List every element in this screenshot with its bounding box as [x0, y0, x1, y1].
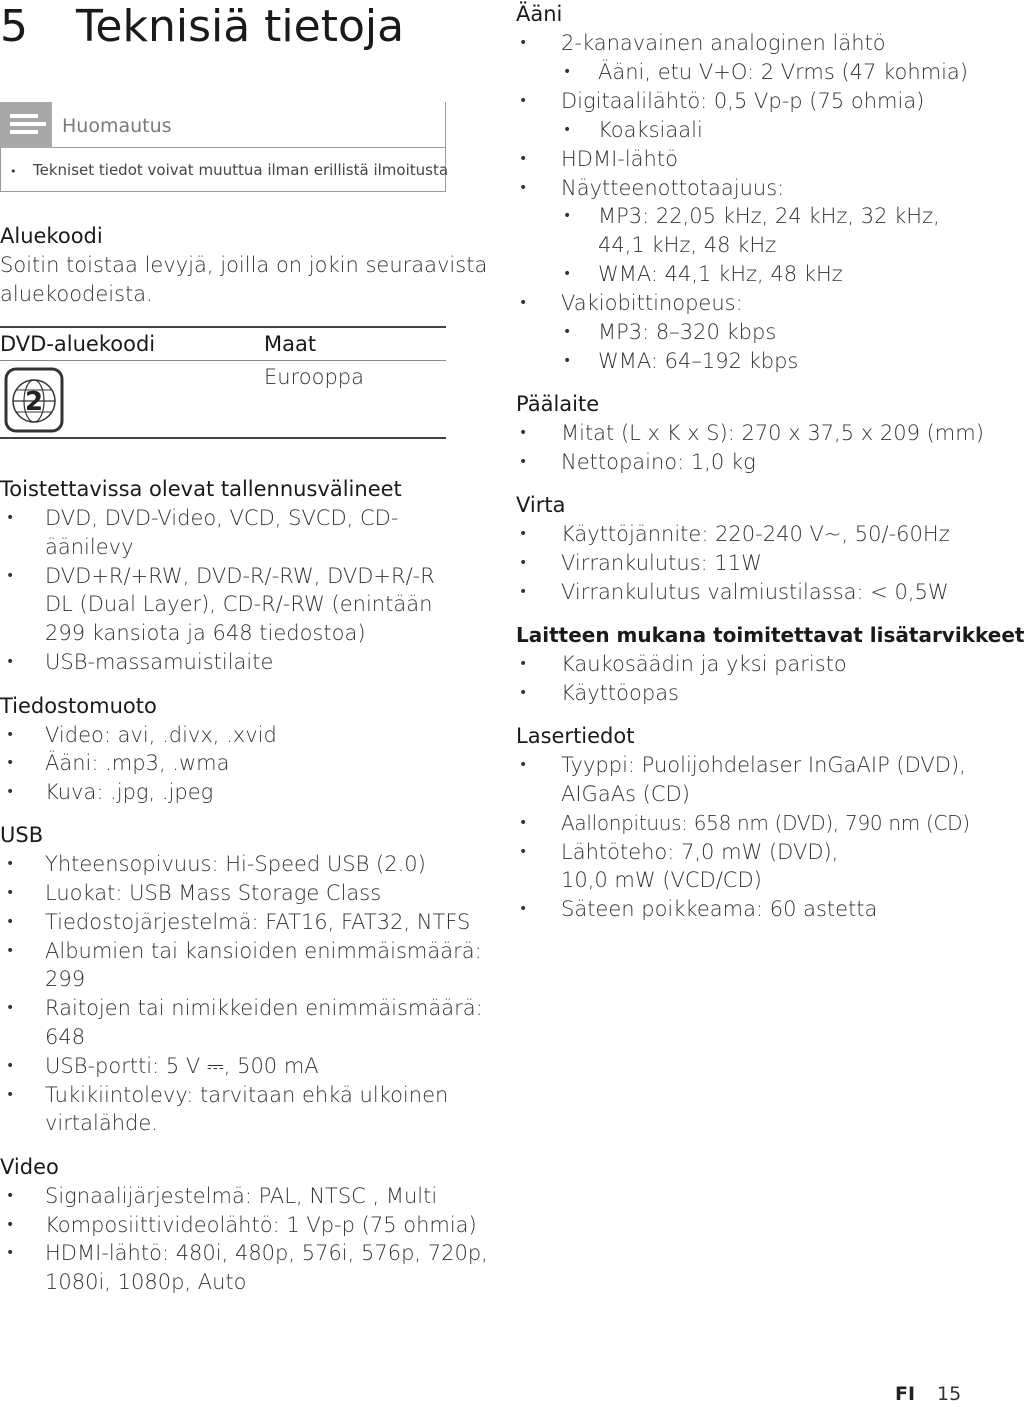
- sub-list-item: MP3: 22,05 kHz, 24 kHz, 32 kHz,: [598, 204, 940, 228]
- bullet: •: [6, 856, 15, 872]
- list-item: Tiedostojärjestelmä: FAT16, FAT32, NTFS: [45, 910, 471, 934]
- bullet: •: [6, 1087, 15, 1103]
- svg-text:2: 2: [24, 387, 44, 417]
- sub-list-item: Ääni, etu V+O: 2 Vrms (47 kohmia): [598, 60, 968, 84]
- list-item: Näytteenottotaajuus:: [561, 176, 785, 200]
- bullet: •: [6, 1245, 15, 1261]
- power-heading: Virta: [516, 493, 566, 517]
- usb-heading: USB: [0, 823, 44, 847]
- region-text: aluekoodeista.: [0, 282, 153, 306]
- bullet: •: [6, 755, 15, 771]
- list-item: Signaalijärjestelmä: PAL, NTSC , Multi: [45, 1184, 438, 1208]
- list-item-cont: DL (Dual Layer), CD-R/-RW (enintään: [45, 592, 433, 616]
- table-rule-mid: [0, 360, 446, 361]
- bullet: •: [6, 1000, 15, 1016]
- sub-list-item: WMA: 44,1 kHz, 48 kHz: [598, 262, 843, 286]
- list-item-cont: 648: [45, 1025, 86, 1049]
- list-item-cont: äänilevy: [45, 535, 134, 559]
- list-item: Mitat (L x K x S): 270 x 37,5 x 209 (mm): [561, 421, 984, 445]
- bullet: •: [519, 844, 528, 860]
- list-item: Virrankulutus: 11W: [561, 551, 762, 575]
- sub-bullet: •: [563, 266, 572, 282]
- bullet: •: [6, 1188, 15, 1204]
- bullet: •: [519, 35, 528, 51]
- bullet: •: [519, 555, 528, 571]
- sub-list-item: MP3: 8–320 kbps: [598, 320, 777, 344]
- video-heading: Video: [0, 1155, 59, 1179]
- bullet: •: [519, 93, 528, 109]
- list-item-cont: AIGaAs (CD): [561, 782, 690, 806]
- bullet: •: [519, 656, 528, 672]
- list-item: Kuva: .jpg, .jpeg: [45, 780, 214, 804]
- dvd-region-2-icon: [4, 367, 64, 433]
- list-item: Käyttöjännite: 220-240 V~, 50/-60Hz: [561, 522, 950, 546]
- footer-language: FI: [895, 1383, 916, 1405]
- list-item: HDMI-lähtö: [561, 147, 678, 171]
- chapter-title: Teknisiä tietoja: [76, 1, 405, 52]
- note-heading: Huomautus: [62, 115, 172, 137]
- note-item: Tekniset tiedot voivat muuttua ilman erillistä ilmoitusta: [33, 161, 449, 179]
- list-item: DVD+R/+RW, DVD-R/-RW, DVD+R/-R: [45, 564, 435, 588]
- footer-page-number: 15: [937, 1383, 962, 1405]
- sub-list-item: Koaksiaali: [598, 118, 703, 142]
- bullet: •: [519, 815, 528, 831]
- bullet: •: [6, 885, 15, 901]
- bullet: •: [519, 526, 528, 542]
- list-item: DVD, DVD-Video, VCD, SVCD, CD-: [45, 506, 399, 530]
- sub-bullet: •: [563, 353, 572, 369]
- list-item: Raitojen tai nimikkeiden enimmäismäärä:: [45, 996, 483, 1020]
- sub-bullet: •: [563, 64, 572, 80]
- sub-list-item-cont: 44,1 kHz, 48 kHz: [598, 233, 777, 257]
- bullet: •: [519, 901, 528, 917]
- bullet: •: [519, 425, 528, 441]
- media-heading: Toistettavissa olevat tallennusvälineet: [0, 477, 402, 501]
- list-item-cont: 10,0 mW (VCD/CD): [561, 868, 762, 892]
- list-item-cont: 299 kansiota ja 648 tiedostoa): [45, 621, 366, 645]
- list-item: Säteen poikkeama: 60 astetta: [561, 897, 878, 921]
- table-value-countries: Eurooppa: [264, 365, 364, 389]
- bullet: •: [10, 165, 17, 178]
- list-item: Kaukosäädin ja yksi paristo: [561, 652, 847, 676]
- list-item: Ääni: .mp3, .wma: [45, 751, 230, 775]
- bullet: •: [6, 943, 15, 959]
- list-item-cont: 299: [45, 967, 86, 991]
- sub-list-item: WMA: 64–192 kbps: [598, 349, 799, 373]
- list-item: Käyttöopas: [561, 681, 680, 705]
- audio-heading: Ääni: [516, 2, 563, 26]
- bullet: •: [6, 1217, 15, 1233]
- bullet: •: [6, 654, 15, 670]
- bullet: •: [519, 685, 528, 701]
- note-icon: [0, 102, 52, 148]
- sub-bullet: •: [563, 122, 572, 138]
- table-rule-bottom: [0, 437, 446, 439]
- list-item: Virrankulutus valmiustilassa: < 0,5W: [561, 580, 949, 604]
- bullet: •: [6, 914, 15, 930]
- table-header-countries: Maat: [264, 332, 317, 356]
- accessories-heading: Laitteen mukana toimitettavat lisätarvikkeet: [516, 623, 1024, 647]
- sub-bullet: •: [563, 208, 572, 224]
- list-item: USB-massamuistilaite: [45, 650, 274, 674]
- bullet: •: [519, 584, 528, 600]
- bullet: •: [519, 295, 528, 311]
- chapter-number: 5: [0, 1, 28, 52]
- list-item: HDMI-lähtö: 480i, 480p, 576i, 576p, 720p,: [45, 1241, 488, 1265]
- list-item: Lähtöteho: 7,0 mW (DVD),: [561, 840, 839, 864]
- sub-bullet: •: [563, 324, 572, 340]
- main-unit-heading: Päälaite: [516, 392, 600, 416]
- region-heading: Aluekoodi: [0, 224, 103, 248]
- bullet: •: [519, 180, 528, 196]
- note-divider: [52, 147, 446, 148]
- list-item: Albumien tai kansioiden enimmäismäärä:: [45, 939, 482, 963]
- region-text: Soitin toistaa levyjä, joilla on jokin seuraavista: [0, 253, 488, 277]
- bullet: •: [519, 151, 528, 167]
- list-item: Digitaalilähtö: 0,5 Vp-p (75 ohmia): [561, 89, 925, 113]
- list-item: Video: avi, .divx, .xvid: [45, 723, 277, 747]
- bullet: •: [6, 727, 15, 743]
- laser-heading: Lasertiedot: [516, 724, 635, 748]
- bullet: •: [6, 1058, 15, 1074]
- list-item: Komposiittivideolähtö: 1 Vp-p (75 ohmia): [45, 1213, 477, 1237]
- bullet: •: [6, 510, 15, 526]
- list-item: Tukikiintolevy: tarvitaan ehkä ulkoinen: [45, 1083, 449, 1107]
- list-item: Aallonpituus: 658 nm (DVD), 790 nm (CD): [561, 811, 970, 835]
- list-item: Yhteensopivuus: Hi-Speed USB (2.0): [45, 852, 426, 876]
- list-item-cont: 1080i, 1080p, Auto: [45, 1270, 247, 1294]
- bullet: •: [519, 454, 528, 470]
- list-item: USB-portti: 5 V ⎓, 500 mA: [45, 1054, 319, 1078]
- list-item-cont: virtalähde.: [45, 1111, 158, 1135]
- table-rule-top: [0, 326, 446, 328]
- list-item: Vakiobittinopeus:: [561, 291, 743, 315]
- bullet: •: [519, 757, 528, 773]
- fileformat-heading: Tiedostomuoto: [0, 694, 157, 718]
- table-header-region: DVD-aluekoodi: [0, 332, 156, 356]
- bullet: •: [6, 784, 15, 800]
- list-item: Tyyppi: Puolijohdelaser InGaAIP (DVD),: [561, 753, 966, 777]
- bullet: •: [6, 568, 15, 584]
- list-item: Luokat: USB Mass Storage Class: [45, 881, 382, 905]
- list-item: 2-kanavainen analoginen lähtö: [561, 31, 886, 55]
- list-item: Nettopaino: 1,0 kg: [561, 450, 756, 474]
